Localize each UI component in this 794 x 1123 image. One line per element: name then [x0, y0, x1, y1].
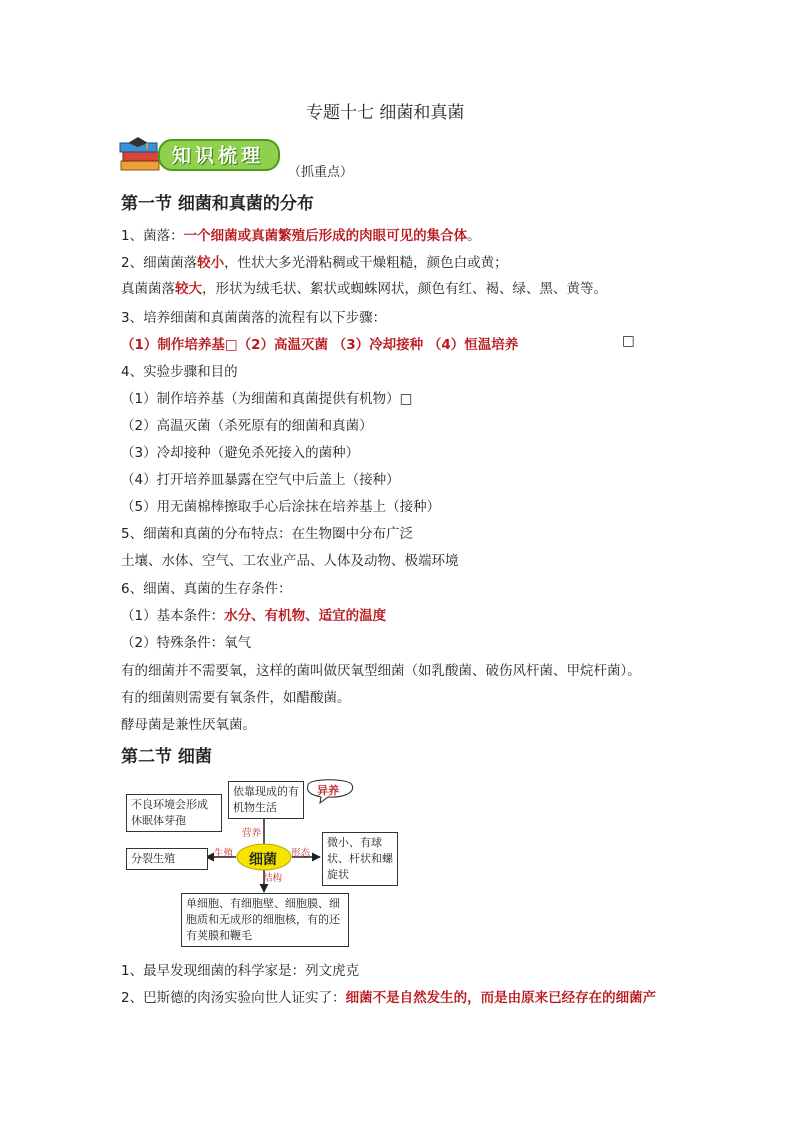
section1-heading: 第一节 细菌和真菌的分布: [121, 194, 314, 214]
s1-item6-3: 有的细菌并不需要氧，这样的菌叫做厌氧型细菌（如乳酸菌、破伤风杆菌、甲烷杆菌）。: [121, 663, 641, 679]
s1-item4-line: （3）冷却接种（避免杀死接入的菌种）: [121, 445, 360, 461]
badge-label: 知识梳理: [172, 145, 265, 167]
s1-item5b: 土壤、水体、空气、工农业产品、人体及动物、极端环境: [121, 553, 459, 569]
s1-item4: 4、实验步骤和目的: [121, 364, 238, 380]
s1-steps: （1）制作培养基□（2）高温灭菌 （3）冷却接种 （4）恒温培养: [121, 337, 519, 353]
s1-item4-line: （2）高温灭菌（杀死原有的细菌和真菌）: [121, 418, 373, 434]
diagram-center: 细菌: [249, 852, 277, 868]
diagram-left-box: 分裂生殖: [126, 848, 208, 870]
s1-item4-line: （4）打开培养皿暴露在空气中后盖上（接种）: [121, 472, 400, 488]
s1-item6-4: 有的细菌则需要有氧条件，如醋酸菌。: [121, 690, 351, 706]
s1-item1: 1、菌落：一个细菌或真菌繁殖后形成的肉眼可见的集合体。: [121, 228, 481, 244]
diagram-top-box: 依靠现成的有机物生活: [228, 781, 304, 819]
page-title: 专题十七 细菌和真菌: [306, 103, 465, 123]
diagram-top-bubble: 异养: [317, 784, 339, 797]
knowledge-badge: [118, 133, 282, 177]
diagram-label-right: 形态: [291, 848, 311, 859]
s2-item1: 1、最早发现细菌的科学家是：列文虎克: [121, 963, 360, 979]
diagram-bottom-box: 单细胞、有细胞壁、细胞膜、细胞质和无成形的细胞核，有的还有荚膜和鞭毛: [181, 893, 349, 947]
s1-item5: 5、细菌和真菌的分布特点：在生物圈中分布广泛: [121, 526, 414, 542]
diagram-label-top: 营养: [242, 828, 262, 839]
diagram-label-left: 生殖: [214, 848, 234, 859]
s1-item6-1: （1）基本条件：水分、有机物、适宜的温度: [121, 608, 387, 624]
s1-item2a: 2、细菌菌落较小，性状大多光滑粘稠或干燥粗糙，颜色白或黄；: [121, 255, 508, 271]
s1-item6: 6、细菌、真菌的生存条件：: [121, 581, 292, 597]
s1-item6-5: 酵母菌是兼性厌氧菌。: [121, 717, 256, 733]
s2-item2: 2、巴斯德的肉汤实验向世人证实了：细菌不是自然发生的，而是由原来已经存在的细菌产: [121, 990, 657, 1006]
s1-item4-line: （1）制作培养基（为细菌和真菌提供有机物）□: [121, 391, 413, 407]
s1-item6-2: （2）特殊条件：氧气: [121, 635, 252, 651]
section2-heading: 第二节 细菌: [121, 747, 212, 767]
diagram-right-box: 微小、有球状、杆状和螺旋状: [322, 832, 398, 886]
s1-item2b: 真菌菌落较大，形状为绒毛状、絮状或蜘蛛网状，颜色有红、褐、绿、黑、黄等。: [121, 281, 607, 297]
s1-item3: 3、培养细菌和真菌菌落的流程有以下步骤：: [121, 310, 387, 326]
badge-note: （抓重点）: [288, 165, 354, 180]
s1-steps-mark: □: [622, 333, 635, 349]
s1-item4-line: （5）用无菌棉棒擦取手心后涂抹在培养基上（接种）: [121, 499, 441, 515]
diagram-label-bottom: 结构: [263, 873, 283, 884]
diagram-left-top-box: 不良环境会形成休眠体芽孢: [126, 794, 222, 832]
